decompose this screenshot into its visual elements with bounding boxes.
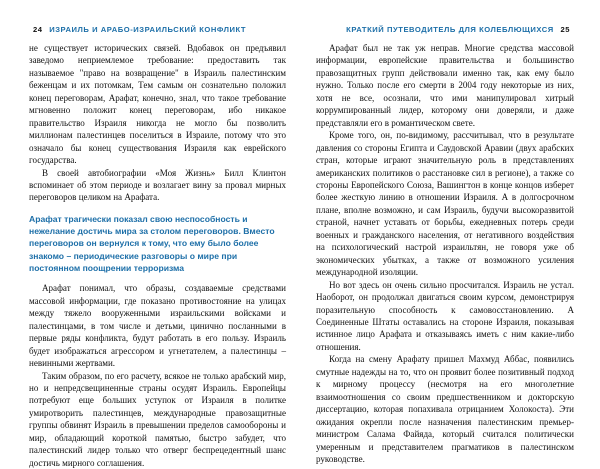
left-paragraph-1: не существует исторических связей. Вдобавок он предъявил заведомо неприемлемое требование: предоставить так называемое "право на возвращение" в Израиль палестинским беженцам и их потомкам, Тем самым он сознательно положил конец переговорам, Арафат, конечно, знал, что такое требование мгновенно положит конец переговорам, ибо никакое правительство Израиля никогда не могло бы позволить миллионам палестинцев поселиться в Израиле, потому что это означало бы конец существования Израиля как еврейского государства. bbox=[29, 43, 286, 166]
left-paragraph-3: Арафат понимал, что образы, создаваемые средствами массовой информации, где показано противостояние на улицах между тяжело вооруженными израильскими войсками и палестинцами, в том числе и детьми, цинично посланными в первые ряды конфликта, будут работать в его пользу. Израиль будет изображаться агрессором и угнетателем, а палестинцы – невинными жертвами. bbox=[29, 283, 286, 369]
right-paragraph-3: Но вот здесь он очень сильно просчитался. Израиль не устал. Наоборот, он продолжал двигаться своим курсом, демонстрируя поразительную способность к самовосстановлению. А Соединенные Штаты оставались на стороне Израиля, показывая истинное лицо Арафата и отказываясь иметь с ним какие-либо отношения. bbox=[316, 279, 574, 352]
right-paragraph-2: Кроме того, он, по-видимому, рассчитывал, что в результате давления со стороны Египта и Саудовской Аравии (двух арабских стран, которые играют значительную роль в представлениях американских политиков о расстановке сил в регионе), а также со стороны Европейского Союза, Вашингтон в конце концов изберет более жесткую линию в отношении Израиля. А в долгосрочном плане, вполне возможно, и сам Израиль, будучи высокоразвитой страной, начнет уставать от борьбы, ежедневных потерь среди военных и гражданского населения, от негативного воздействия на психологический настрой израильтян, не говоря уже об экономических убытках, а также от возможного усиления международной изоляции. bbox=[316, 130, 574, 278]
left-page-number: 24 bbox=[33, 25, 43, 34]
right-paragraph-1: Арафат был не так уж неправ. Многие средства массовой информации, европейские правительства и большинство правозащитных групп действовали именно так, как ему было нужно. Только после его смерти в 2004 году некоторые из них, хотя не все, осознали, что ими манипулировал хитрый коррумпированный лидер, которому они доверяли, и даже представляли его в романтическом свете. bbox=[316, 43, 574, 128]
left-page-header bbox=[29, 25, 246, 34]
left-paragraph-2: В своей автобиографии «Моя Жизнь» Билл Клинтон вспоминает об этом периоде и возлагает вину за провал мирных переговоров целиком на Арафата. bbox=[29, 167, 286, 203]
left-paragraph-4: Таким образом, по его расчету, всякое не только арабский мир, но и непредсвещиненные страны осудят Израиль. Европейцы потребуют еще больших уступок от Израиля в политке умиротворить палестинцев, международные правозащитные группы обвинят Израиль в превышении пределов самообороны и мир, обладающий короткой памятью, быстро забудет, что палестинский лидер только что отверг беспрецедентный шанс достичь мирного соглашения. bbox=[29, 370, 286, 468]
left-page bbox=[0, 0, 300, 468]
pull-quote: Арафат трагически показал свою неспособность и нежелание достичь мира за столом переговоров. Вместо переговоров он вернулся к тому, что ему было более знакомо – периодические разговоры о мире при постоянном поощрении терроризма bbox=[29, 213, 275, 274]
right-page-body bbox=[316, 42, 574, 465]
right-page-number: 25 bbox=[560, 25, 570, 34]
left-running-title: ИЗРАИЛЬ И АРАБО-ИЗРАИЛЬСКИЙ КОНФЛИКТ bbox=[49, 25, 247, 34]
right-paragraph-4: Когда на смену Арафату пришел Махмуд Аббас, появились смутные надежды на то, что он проявит более позитивный подход к мирному процессу (несмотря на его многолетние взаимоотношения со своим предшественником и докторскую диссертацию, которая попахивала отрицанием Холокоста). Эти ожидания окрепли после назначения палестинским премьер-министром Салама Файяда, который считался политически умеренным и представителем прагматиков в палестинском руководстве. bbox=[316, 354, 574, 464]
right-running-title: КРАТКИЙ ПУТЕВОДИТЕЛЬ ДЛЯ КОЛЕБЛЮЩИХСЯ bbox=[346, 25, 554, 34]
left-page-body bbox=[29, 42, 286, 469]
right-page-header bbox=[346, 25, 574, 34]
right-page bbox=[300, 0, 600, 463]
